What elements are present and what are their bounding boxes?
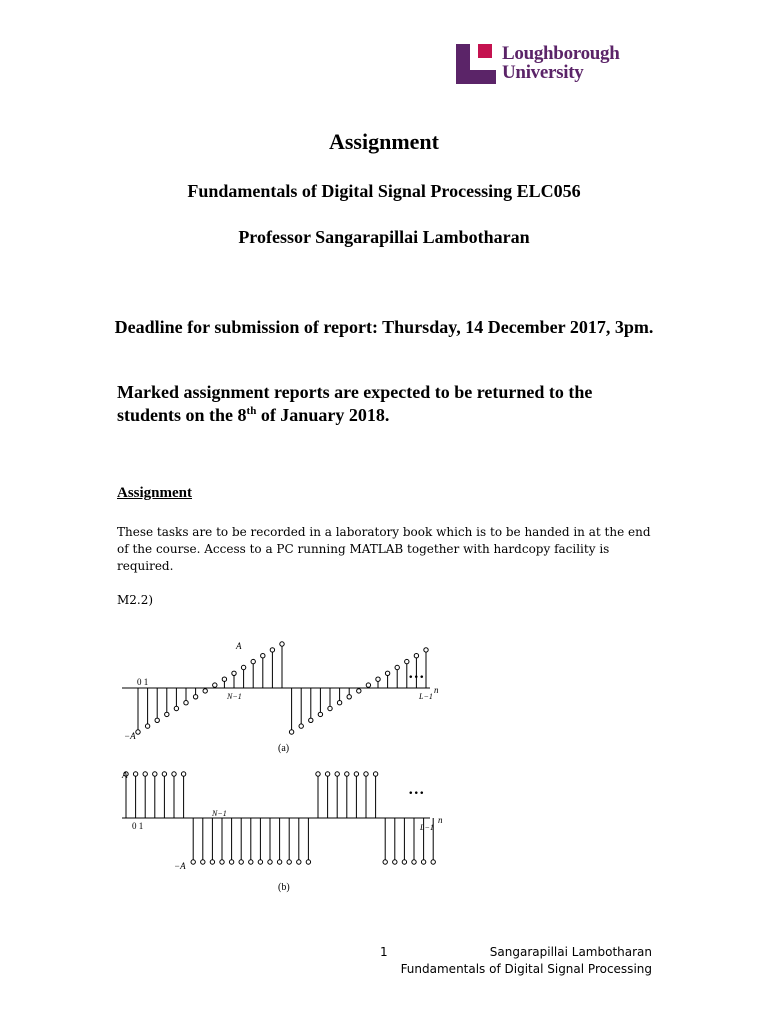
stem-b-28-marker xyxy=(393,860,397,864)
stem-a-5-marker xyxy=(184,701,188,705)
stem-b-8-marker xyxy=(201,860,205,864)
stem-b-3-marker xyxy=(153,772,157,776)
plot-a-neg-label: −A xyxy=(124,731,136,741)
stem-b-23-marker xyxy=(345,772,349,776)
stem-b-26-marker xyxy=(373,772,377,776)
page-footer xyxy=(360,944,652,978)
plot-b-axis-label: n xyxy=(438,815,443,825)
stem-b-22-marker xyxy=(335,772,339,776)
stem-b-11-marker xyxy=(229,860,233,864)
stem-b-13-marker xyxy=(249,860,253,864)
stem-b-5-marker xyxy=(172,772,176,776)
stem-a-7-marker xyxy=(203,689,207,693)
plot-b-neg-label: −A xyxy=(174,861,186,871)
course-title: Fundamentals of Digital Signal Processing ELC056 xyxy=(187,181,581,201)
stem-b-24-marker xyxy=(354,772,358,776)
plot-b-origin-label: 0 1 xyxy=(132,821,144,831)
logo-line-2: University xyxy=(502,62,584,83)
stem-b-10-marker xyxy=(220,860,224,864)
stem-b-17-marker xyxy=(287,860,291,864)
stem-a-25-marker xyxy=(376,677,380,681)
instructions-paragraph: These tasks are to be recorded in a laboratory book which is to be handed in at the end of the course. Access to a PC running MATLAB together with hardcopy facility is required. xyxy=(117,525,651,573)
stem-a-15-marker xyxy=(280,642,284,646)
return-text-superscript: th xyxy=(246,405,257,417)
stem-a-8-marker xyxy=(213,683,217,687)
stem-b-21-marker xyxy=(325,772,329,776)
stem-a-9-marker xyxy=(222,677,226,681)
stem-b-29-marker xyxy=(402,860,406,864)
plot-a-ellipsis: ... xyxy=(408,658,425,683)
stem-a-12-marker xyxy=(251,659,255,663)
plot-a-mid-label: N−1 xyxy=(227,692,242,701)
stem-a-4-marker xyxy=(174,706,178,710)
stem-a-13-marker xyxy=(261,654,265,658)
page-number: 1 xyxy=(380,945,388,959)
stem-a-20-marker xyxy=(328,706,332,710)
footer-course: Fundamentals of Digital Signal Processing xyxy=(400,962,652,976)
stem-a-3-marker xyxy=(165,712,169,716)
return-date-text xyxy=(117,381,657,427)
deadline-text: Deadline for submission of report: Thursday, 14 December 2017, 3pm. xyxy=(114,317,654,337)
stem-a-27-marker xyxy=(395,665,399,669)
section-heading: Assignment xyxy=(117,485,193,501)
stem-b-31-marker xyxy=(421,860,425,864)
problem-label: M2.2) xyxy=(117,593,154,607)
plot-a-origin-label: 0 1 xyxy=(137,677,149,687)
page-title: Assignment xyxy=(328,129,439,154)
stem-a-18-marker xyxy=(309,718,313,722)
stem-b-15-marker xyxy=(268,860,272,864)
stem-b-27-marker xyxy=(383,860,387,864)
stem-a-16-marker xyxy=(289,730,293,734)
plot-b-ellipsis: ... xyxy=(408,774,425,799)
signal-figure xyxy=(112,636,464,894)
stem-a-17-marker xyxy=(299,724,303,728)
stem-b-25-marker xyxy=(364,772,368,776)
stem-a-11-marker xyxy=(241,665,245,669)
stem-b-14-marker xyxy=(258,860,262,864)
plot-b-amp-label: A xyxy=(122,770,128,780)
plot-a xyxy=(122,641,439,754)
stem-a-1-marker xyxy=(145,724,149,728)
stem-b-19-marker xyxy=(306,860,310,864)
logo-mark-icon xyxy=(456,44,496,84)
stem-a-22-marker xyxy=(347,695,351,699)
stem-b-16-marker xyxy=(277,860,281,864)
stem-b-12-marker xyxy=(239,860,243,864)
stem-a-14-marker xyxy=(270,648,274,652)
stem-a-26-marker xyxy=(385,671,389,675)
stem-b-1-marker xyxy=(133,772,137,776)
plot-a-end-label: L−1 xyxy=(419,692,433,701)
stem-b-4-marker xyxy=(162,772,166,776)
stem-b-9-marker xyxy=(210,860,214,864)
stem-a-30-marker xyxy=(424,648,428,652)
plot-a-caption: (a) xyxy=(278,743,290,754)
stem-b-32-marker xyxy=(431,860,435,864)
stem-a-6-marker xyxy=(193,695,197,699)
professor-name: Professor Sangarapillai Lambotharan xyxy=(238,227,530,247)
return-text-after: of January 2018. xyxy=(256,405,390,425)
logo-line-1: Loughborough xyxy=(502,43,620,64)
stem-a-10-marker xyxy=(232,671,236,675)
stem-b-6-marker xyxy=(181,772,185,776)
footer-author: Sangarapillai Lambotharan xyxy=(489,945,652,959)
stem-a-2-marker xyxy=(155,718,159,722)
plot-b-mid-label: N−1 xyxy=(212,809,227,818)
stem-b-7-marker xyxy=(191,860,195,864)
stem-a-23-marker xyxy=(357,689,361,693)
stem-a-0-marker xyxy=(136,730,140,734)
stem-b-20-marker xyxy=(316,772,320,776)
return-text-before: Marked assignment reports are expected to be returned to the students on the 8 xyxy=(117,382,593,425)
university-logo xyxy=(456,44,656,90)
stem-b-18-marker xyxy=(297,860,301,864)
stem-b-30-marker xyxy=(412,860,416,864)
logo-wordmark xyxy=(502,44,662,82)
plot-b-end-label: L−1 xyxy=(420,823,434,832)
stem-a-21-marker xyxy=(337,701,341,705)
plot-a-axis-label: n xyxy=(434,685,439,695)
stem-b-2-marker xyxy=(143,772,147,776)
stem-a-19-marker xyxy=(318,712,322,716)
plot-b xyxy=(121,770,443,893)
plot-a-amp-label: A xyxy=(236,641,242,651)
plot-b-caption: (b) xyxy=(278,882,290,893)
stem-a-24-marker xyxy=(366,683,370,687)
